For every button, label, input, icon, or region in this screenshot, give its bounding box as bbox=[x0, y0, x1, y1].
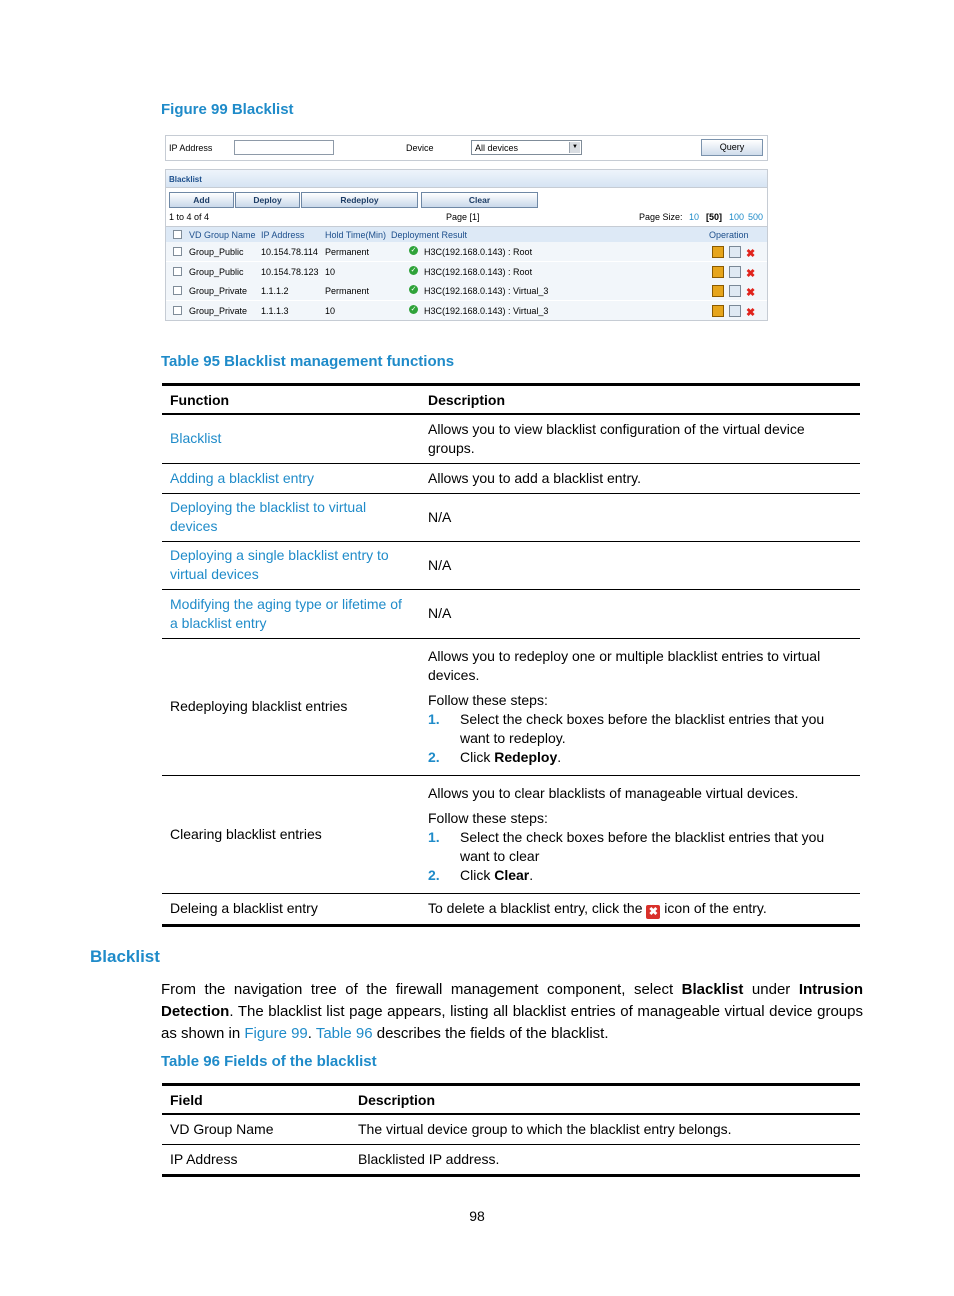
step-number: 1. bbox=[428, 828, 440, 845]
redeploy-intro: Allows you to redeploy one or multiple blacklist entries to virtual devices. bbox=[428, 647, 821, 683]
add-button[interactable]: Add bbox=[169, 192, 234, 208]
device-label: Device bbox=[406, 143, 434, 153]
success-icon: ✓ bbox=[410, 267, 417, 274]
ip-address-label: IP Address bbox=[169, 143, 213, 153]
deploy-icon[interactable] bbox=[712, 266, 724, 278]
pager-page: Page [1] bbox=[446, 212, 480, 222]
device-select-value: All devices bbox=[475, 143, 519, 153]
success-icon: ✓ bbox=[410, 306, 417, 313]
row-ip: 1.1.1.3 bbox=[261, 306, 289, 316]
field-description: The virtual device group to which the blacklist entry belongs. bbox=[350, 1114, 860, 1145]
function-description bbox=[420, 893, 860, 925]
query-button[interactable]: Query bbox=[701, 139, 763, 156]
field-name: IP Address bbox=[162, 1145, 350, 1176]
edit-icon[interactable] bbox=[729, 266, 741, 278]
table-row bbox=[166, 301, 767, 320]
row-ip: 10.154.78.114 bbox=[261, 247, 318, 257]
clear-follow: Follow these steps: bbox=[428, 809, 548, 826]
section-title: Blacklist bbox=[90, 947, 160, 966]
row-checkbox[interactable] bbox=[173, 247, 182, 256]
header-field: Field bbox=[162, 1085, 350, 1115]
delete-icon: ✖ bbox=[646, 905, 660, 919]
function-description: Allows you to add a blacklist entry. bbox=[420, 463, 860, 493]
deploy-icon[interactable] bbox=[712, 305, 724, 317]
ip-address-input[interactable] bbox=[234, 140, 334, 155]
delete-desc-post: icon of the entry. bbox=[664, 899, 767, 916]
page-number: 98 bbox=[469, 1208, 485, 1224]
table96 bbox=[162, 1083, 860, 1177]
deploy-icon[interactable] bbox=[712, 285, 724, 297]
edit-icon[interactable] bbox=[729, 305, 741, 317]
function-description: N/A bbox=[420, 541, 860, 589]
step-text: Select the check boxes before the blacklist entries that you want to redeploy. bbox=[460, 710, 825, 746]
delete-icon[interactable]: ✖ bbox=[746, 268, 756, 280]
col-vd-group[interactable]: VD Group Name bbox=[189, 230, 256, 240]
function-link[interactable]: Blacklist bbox=[162, 414, 420, 463]
para-text: From the navigation tree of the firewall management component, select bbox=[161, 981, 682, 998]
row-result: H3C(192.168.0.143) : Virtual_3 bbox=[424, 286, 549, 296]
step-text-pre: Click bbox=[460, 748, 495, 765]
row-group: Group_Private bbox=[189, 306, 248, 316]
function-link[interactable]: Deploying a single blacklist entry to virtual devices bbox=[162, 541, 420, 589]
row-ip: 10.154.78.123 bbox=[261, 267, 319, 277]
function-name: Redeploying blacklist entries bbox=[162, 638, 420, 775]
delete-icon[interactable]: ✖ bbox=[746, 248, 756, 260]
table-row bbox=[166, 242, 767, 261]
function-description: N/A bbox=[420, 589, 860, 638]
delete-icon[interactable]: ✖ bbox=[746, 307, 756, 319]
redeploy-button[interactable]: Redeploy bbox=[301, 192, 418, 208]
success-icon: ✓ bbox=[410, 286, 417, 293]
row-group: Group_Public bbox=[189, 247, 244, 257]
section-paragraph bbox=[161, 979, 863, 1045]
row-group: Group_Public bbox=[189, 267, 244, 277]
row-result: H3C(192.168.0.143) : Root bbox=[424, 267, 533, 277]
clear-button[interactable]: Clear bbox=[421, 192, 538, 208]
col-operation: Operation bbox=[709, 230, 749, 240]
row-result: H3C(192.168.0.143) : Virtual_3 bbox=[424, 306, 549, 316]
step-text-post: . bbox=[557, 748, 562, 765]
col-deployment-result: Deployment Result bbox=[391, 230, 468, 240]
row-checkbox[interactable] bbox=[173, 286, 182, 295]
row-ip: 1.1.1.2 bbox=[261, 286, 289, 296]
step-number: 2. bbox=[428, 748, 440, 765]
function-name: Clearing blacklist entries bbox=[162, 775, 420, 893]
field-name: VD Group Name bbox=[162, 1114, 350, 1145]
pager-range: 1 to 4 of 4 bbox=[169, 212, 210, 222]
chevron-down-icon[interactable]: ▼ bbox=[569, 142, 580, 153]
para-bold: Intrusion Detection bbox=[161, 981, 863, 1020]
step-number: 2. bbox=[428, 866, 440, 883]
row-group: Group_Private bbox=[189, 286, 248, 296]
page-size-10[interactable]: 10 bbox=[689, 212, 700, 222]
page-size-100[interactable]: 100 bbox=[729, 212, 745, 222]
step-text-bold: Clear bbox=[494, 866, 530, 883]
query-bar bbox=[165, 135, 768, 161]
table-row bbox=[166, 281, 767, 300]
step-text-post: . bbox=[529, 866, 534, 883]
table-link[interactable]: Table 96 bbox=[315, 1025, 373, 1042]
table95-caption: Table 95 Blacklist management functions bbox=[161, 353, 455, 370]
panel-title: Blacklist bbox=[169, 175, 202, 184]
table-row bbox=[166, 262, 767, 281]
para-text: . The blacklist list page appears, listing all blacklist entries of manageable virtual device groups as shown in bbox=[161, 1003, 863, 1042]
function-description bbox=[420, 775, 860, 893]
row-hold: Permanent bbox=[325, 247, 370, 257]
panel-header bbox=[166, 170, 767, 188]
step-text bbox=[460, 866, 533, 885]
function-link[interactable]: Deploying the blacklist to virtual devices bbox=[162, 493, 420, 541]
row-hold: 10 bbox=[325, 306, 336, 316]
para-bold: Blacklist bbox=[681, 981, 744, 998]
figure-link[interactable]: Figure 99 bbox=[244, 1025, 308, 1042]
para-text: under bbox=[743, 981, 799, 998]
function-link[interactable]: Modifying the aging type or lifetime of a blacklist entry bbox=[162, 589, 420, 638]
function-link[interactable]: Adding a blacklist entry bbox=[162, 463, 420, 493]
para-text: . bbox=[307, 1025, 316, 1042]
function-description: Allows you to view blacklist configuration of the virtual device groups. bbox=[420, 414, 860, 463]
step-text-bold: Redeploy bbox=[494, 748, 558, 765]
delete-desc-pre: To delete a blacklist entry, click the bbox=[428, 899, 643, 916]
function-name: Deleing a blacklist entry bbox=[162, 893, 420, 925]
redeploy-step-2 bbox=[428, 748, 852, 767]
figure-caption: Figure 99 Blacklist bbox=[161, 101, 294, 118]
blacklist-panel bbox=[165, 169, 768, 321]
step-number: 1. bbox=[428, 710, 440, 727]
table95 bbox=[162, 383, 860, 927]
header-description: Description bbox=[420, 385, 860, 415]
step-text: Select the check boxes before the blacklist entries that you want to clear bbox=[460, 828, 825, 864]
page-size-500[interactable]: 500 bbox=[748, 212, 764, 222]
device-select[interactable] bbox=[471, 140, 582, 155]
para-text: describes the fields of the blacklist. bbox=[372, 1025, 609, 1042]
col-ip-address[interactable]: IP Address bbox=[261, 230, 305, 240]
row-hold: Permanent bbox=[325, 286, 370, 296]
deploy-button[interactable]: Deploy bbox=[235, 192, 300, 208]
page-size-50: [50] bbox=[706, 212, 723, 222]
function-description bbox=[420, 638, 860, 775]
row-checkbox[interactable] bbox=[173, 267, 182, 276]
deploy-icon[interactable] bbox=[712, 246, 724, 258]
table96-caption: Table 96 Fields of the blacklist bbox=[161, 1053, 377, 1070]
clear-intro: Allows you to clear blacklists of manageable virtual devices. bbox=[428, 784, 799, 801]
step-text-pre: Click bbox=[460, 866, 495, 883]
row-checkbox[interactable] bbox=[173, 306, 182, 315]
step-text bbox=[460, 748, 561, 767]
page-size-label: Page Size: bbox=[639, 212, 683, 222]
col-hold-time[interactable]: Hold Time(Min) bbox=[325, 230, 387, 240]
success-icon: ✓ bbox=[410, 247, 417, 254]
redeploy-step-1 bbox=[428, 710, 852, 748]
table-header bbox=[166, 226, 767, 242]
redeploy-follow: Follow these steps: bbox=[428, 691, 548, 708]
clear-step-2 bbox=[428, 866, 852, 885]
function-description: N/A bbox=[420, 493, 860, 541]
edit-icon[interactable] bbox=[729, 285, 741, 297]
header-function: Function bbox=[162, 385, 420, 415]
select-all-checkbox[interactable] bbox=[173, 230, 182, 239]
edit-icon[interactable] bbox=[729, 246, 741, 258]
row-result: H3C(192.168.0.143) : Root bbox=[424, 247, 533, 257]
header-description: Description bbox=[350, 1085, 860, 1115]
clear-step-1 bbox=[428, 828, 852, 866]
row-hold: 10 bbox=[325, 267, 336, 277]
field-description: Blacklisted IP address. bbox=[350, 1145, 860, 1176]
pager bbox=[166, 212, 767, 224]
delete-icon[interactable]: ✖ bbox=[746, 287, 756, 299]
